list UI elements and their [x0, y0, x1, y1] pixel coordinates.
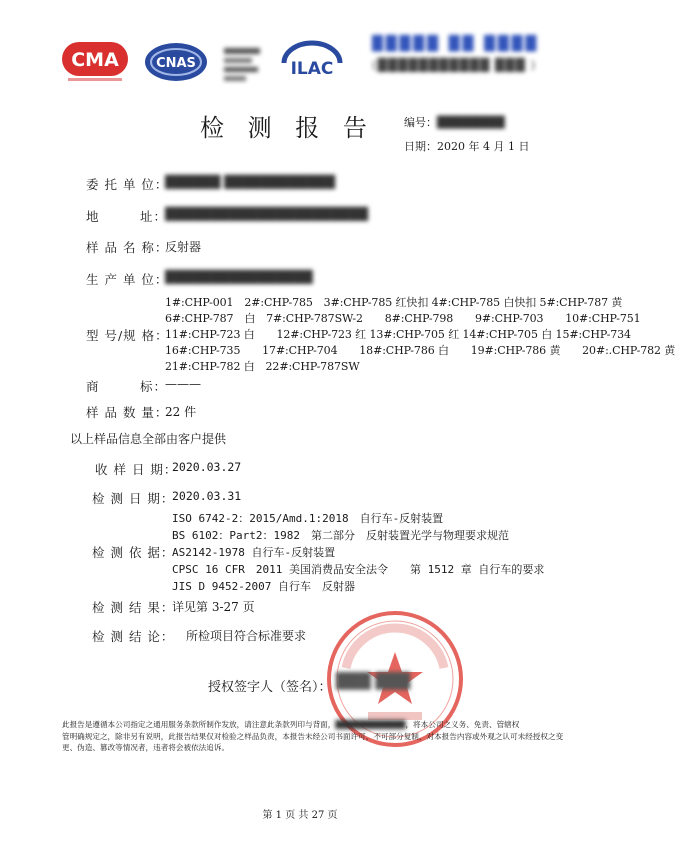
page-number: 第 1 页 共 27 页: [262, 810, 338, 821]
model-label: 型 号/规 格：: [86, 328, 169, 343]
report-date: [404, 138, 529, 154]
sample-name-label: 样 品 名 称：: [86, 240, 169, 255]
svg-text:CNAS: CNAS: [156, 56, 196, 71]
cnas-logo: [143, 40, 209, 86]
test-result-label: 检 测 结 果：: [92, 600, 175, 615]
report-number: [404, 114, 505, 130]
client-info-note: 以上样品信息全部由客户提供: [70, 432, 227, 446]
test-basis-line-3: AS2142-1978 自行车-反射装置: [172, 546, 336, 559]
svg-text:ILAC: ILAC: [290, 59, 334, 79]
disclaimer-line-1a: 此报告是遵循本公司指定之通用服务条款所制作发放，请注意此条款列印与背面，: [62, 720, 336, 729]
test-basis-line-2: BS 6102：Part2：1982 第二部分 反射装置光学与物理要求规范: [172, 529, 509, 542]
model-line-5: 21#:CHP-782 白 22#:CHP-787SW: [165, 360, 360, 373]
quantity-value: 22 件: [165, 405, 197, 419]
report-date-value: 2020 年 4 月 1 日: [437, 140, 530, 153]
org-name-blurred: [372, 36, 552, 80]
report-number-value: ████████: [437, 116, 505, 129]
test-conclusion-value: 所检项目符合标准要求: [186, 629, 307, 643]
disclaimer-line-1-blurred: ████████████: [335, 720, 406, 729]
org-name-line-1: █████ ██ ████: [372, 36, 540, 52]
address-label: 地 址：: [86, 209, 168, 224]
svg-text:CMA: CMA: [71, 49, 119, 71]
cnas-mark-logo: [220, 44, 264, 84]
address-value: ██████████████████████: [165, 207, 369, 221]
test-basis-line-4: CPSC 16 CFR 2011 美国消费品安全法令 第 1512 章 自行车的要求: [172, 563, 545, 576]
signature-label: 授权签字人（签名）：: [208, 680, 332, 695]
model-line-2: 6#:CHP-787 白 7#:CHP-787SW-2 8#:CHP-798 9#:CHP-703 10#:CHP-751: [165, 312, 641, 325]
received-date-label: 收 样 日 期：: [95, 462, 178, 477]
org-name-line-2: (███████████ ███ ): [372, 58, 537, 72]
disclaimer-line-1: [62, 719, 544, 731]
ilac-mra-logo: [276, 40, 348, 86]
signature-value: ███ ███: [336, 672, 410, 690]
quantity-label: 样 品 数 量：: [86, 405, 169, 420]
svg-text:CNAS: CNAS: [240, 74, 244, 75]
manufacturer-value: ████████████████: [165, 270, 313, 284]
test-date-value: 2020.03.31: [172, 489, 242, 503]
client-value: ██████ ████████████: [165, 175, 335, 189]
model-line-1: 1#:CHP-001 2#:CHP-785 3#:CHP-785 红快扣 4#:CHP-785 白快扣 5#:CHP-787 黄: [165, 296, 623, 309]
model-line-3: 11#:CHP-723 白 12#:CHP-723 红 13#:CHP-705 红 14#:CHP-705 白 15#:CHP-734: [165, 328, 631, 341]
received-date-value: 2020.03.27: [172, 460, 242, 474]
disclaimer-line-1b: ，将本公司之义务、免责、管辖权: [405, 720, 520, 729]
test-conclusion-label: 检 测 结 论：: [92, 629, 175, 644]
disclaimer-line-3: 更、伪造、篡改等情况者，违者将会被依法追诉。: [62, 743, 230, 752]
page-title: 检 测 报 告: [200, 114, 375, 142]
trademark-label: 商 标：: [86, 379, 168, 394]
client-label: 委 托 单 位：: [86, 177, 169, 192]
manufacturer-label: 生 产 单 位：: [86, 272, 169, 287]
disclaimer: [62, 719, 564, 754]
test-basis-line-5: JIS D 9452-2007 自行车 反射器: [172, 580, 355, 593]
cma-logo: [60, 36, 130, 86]
test-basis-label: 检 测 依 据：: [92, 545, 175, 560]
report-number-label: 编号：: [404, 116, 437, 129]
trademark-value: ———: [165, 377, 201, 391]
sample-name-value: 反射器: [165, 240, 202, 254]
test-result-value: 详见第 3-27 页: [172, 600, 255, 614]
disclaimer-line-2: 管明确规定之，除非另有说明，此报告结果仅对检验之样品负责，本报告未经公司书面许可，不可部分复制，对本报告内容或外观之认可未经授权之变: [62, 731, 564, 741]
model-line-4: 16#:CHP-735 17#:CHP-704 18#:CHP-786 白 19#:CHP-786 黄 20#:.CHP-782 黄: [165, 344, 675, 357]
test-basis-line-1: ISO 6742-2：2015/Amd.1:2018 自行车-反射装置: [172, 512, 444, 525]
test-date-label: 检 测 日 期：: [92, 491, 175, 506]
report-date-label: 日期：: [404, 140, 437, 153]
